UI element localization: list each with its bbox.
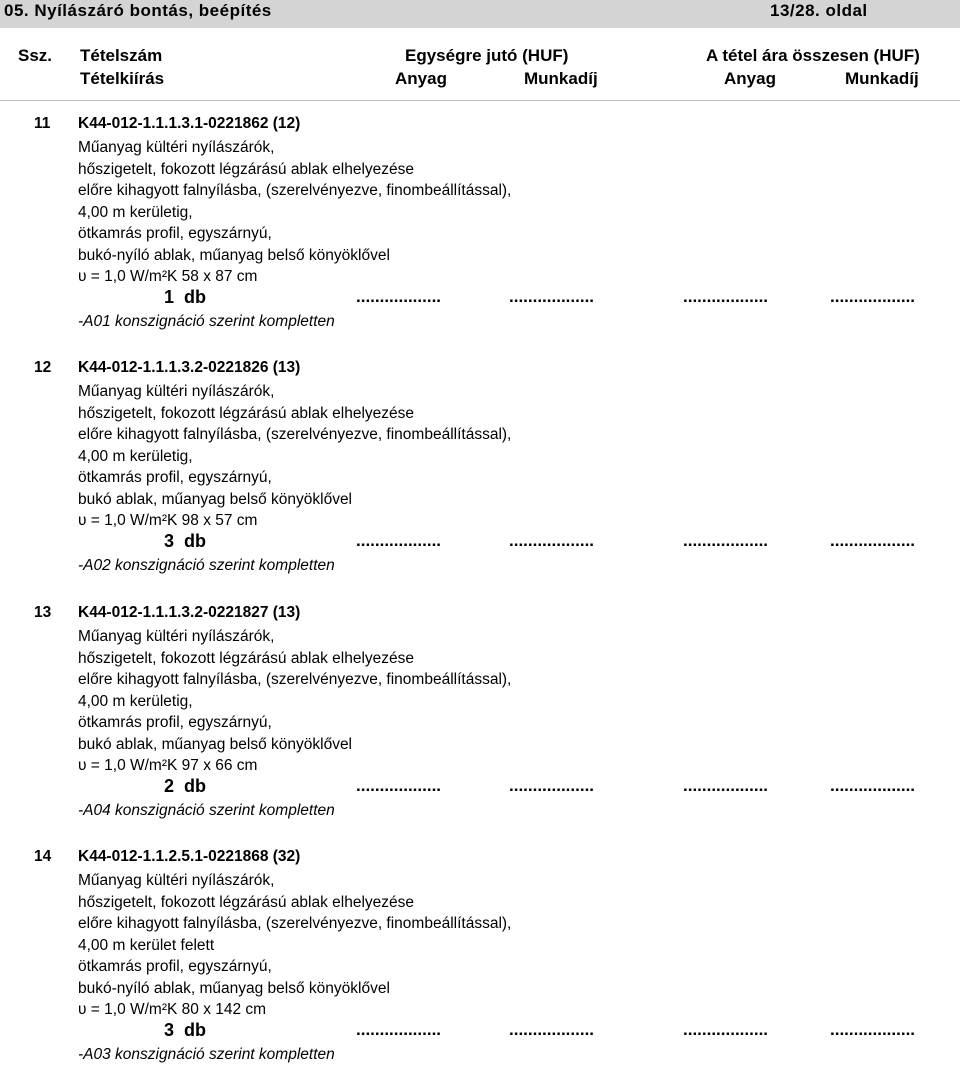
item-note: -A01 konszignáció szerint kompletten <box>78 313 335 330</box>
item-number: 13 <box>34 604 52 621</box>
description-line: 4,00 m kerület felett <box>78 936 215 954</box>
quantity-row <box>0 1020 960 1044</box>
item-description <box>78 870 511 1021</box>
description-line: hőszigetelt, fokozott légzárású ablak elhelyezése <box>78 893 415 911</box>
description-line: hőszigetelt, fokozott légzárású ablak elhelyezése <box>78 649 415 667</box>
price-munkadij-unit-field[interactable]: .................. <box>509 287 595 306</box>
col-tetelszam: Tételszám <box>80 46 163 65</box>
item-description <box>78 381 511 532</box>
description-line: ötkamrás profil, egyszárnyú, <box>78 469 272 486</box>
col-egysegre: Egységre jutó (HUF) <box>405 46 569 65</box>
section-title: 05. Nyílászáró bontás, beépítés <box>4 1 272 20</box>
description-line: előre kihagyott falnyílásba, (szerelvényezve, finombeállítással), <box>78 426 512 443</box>
description-line: υ = 1,0 W/m²K 97 x 66 cm <box>78 757 258 774</box>
price-munkadij-unit-field[interactable]: .................. <box>509 1020 595 1039</box>
description-line: υ = 1,0 W/m²K 80 x 142 cm <box>78 1001 267 1018</box>
col-anyag-unit: Anyag <box>395 69 447 88</box>
item-description <box>78 626 511 777</box>
item-quantity: 3 db <box>164 1020 207 1040</box>
price-munkadij-total-field[interactable]: .................. <box>830 776 916 795</box>
price-munkadij-unit-field[interactable]: .................. <box>509 776 595 795</box>
description-line: bukó ablak, műanyag belső könyöklővel <box>78 490 353 508</box>
item-description <box>78 137 511 288</box>
item-note: -A04 konszignáció szerint kompletten <box>78 802 335 819</box>
item-code: K44-012-1.1.1.3.2-0221827 (13) <box>78 604 301 621</box>
header-divider <box>0 100 960 101</box>
page-number: 13/28. oldal <box>770 1 868 20</box>
item-number: 14 <box>34 848 52 865</box>
price-munkadij-total-field[interactable]: .................. <box>830 1020 916 1039</box>
description-line: hőszigetelt, fokozott légzárású ablak elhelyezése <box>78 160 415 178</box>
quantity-row <box>0 531 960 555</box>
item-code: K44-012-1.1.1.3.2-0221826 (13) <box>78 359 301 376</box>
col-munkadij-unit: Munkadíj <box>524 69 598 88</box>
description-line: υ = 1,0 W/m²K 58 x 87 cm <box>78 268 258 285</box>
col-munkadij-total: Munkadíj <box>845 69 919 88</box>
description-line: Műanyag kültéri nyílászárók, <box>78 139 275 156</box>
item-note: -A03 konszignáció szerint kompletten <box>78 1046 335 1063</box>
description-line: bukó-nyíló ablak, műanyag belső könyöklővel <box>78 979 390 997</box>
price-munkadij-total-field[interactable]: .................. <box>830 287 916 306</box>
price-anyag-total-field[interactable]: .................. <box>683 776 769 795</box>
item-note: -A02 konszignáció szerint kompletten <box>78 557 335 574</box>
price-anyag-unit-field[interactable]: .................. <box>356 776 442 795</box>
item-number: 11 <box>34 115 51 132</box>
col-tetelkiiras: Tételkiírás <box>80 69 165 88</box>
quantity-row <box>0 776 960 800</box>
page-header-bar <box>0 0 960 28</box>
price-anyag-total-field[interactable]: .................. <box>683 531 769 550</box>
description-line: 4,00 m kerületig, <box>78 203 193 221</box>
col-ssz: Ssz. <box>18 46 53 65</box>
description-line: bukó ablak, műanyag belső könyöklővel <box>78 735 353 753</box>
description-line: ötkamrás profil, egyszárnyú, <box>78 225 272 242</box>
description-line: Műanyag kültéri nyílászárók, <box>78 628 275 645</box>
price-munkadij-total-field[interactable]: .................. <box>830 531 916 550</box>
description-line: ötkamrás profil, egyszárnyú, <box>78 714 272 731</box>
item-code: K44-012-1.1.2.5.1-0221868 (32) <box>78 848 301 865</box>
price-anyag-unit-field[interactable]: .................. <box>356 1020 442 1039</box>
col-anyag-total: Anyag <box>724 69 776 88</box>
price-anyag-total-field[interactable]: .................. <box>683 1020 769 1039</box>
description-line: υ = 1,0 W/m²K 98 x 57 cm <box>78 512 258 529</box>
item-quantity: 1 db <box>164 287 207 307</box>
price-munkadij-unit-field[interactable]: .................. <box>509 531 595 550</box>
description-line: ötkamrás profil, egyszárnyú, <box>78 958 272 975</box>
item-quantity: 2 db <box>164 776 207 796</box>
item-number: 12 <box>34 359 52 376</box>
description-line: 4,00 m kerületig, <box>78 692 193 710</box>
description-line: Műanyag kültéri nyílászárók, <box>78 872 275 889</box>
price-anyag-total-field[interactable]: .................. <box>683 287 769 306</box>
description-line: 4,00 m kerületig, <box>78 447 193 465</box>
description-line: bukó-nyíló ablak, műanyag belső könyöklővel <box>78 246 390 264</box>
price-anyag-unit-field[interactable]: .................. <box>356 531 442 550</box>
description-line: Műanyag kültéri nyílászárók, <box>78 383 275 400</box>
description-line: előre kihagyott falnyílásba, (szerelvényezve, finombeállítással), <box>78 915 512 932</box>
description-line: előre kihagyott falnyílásba, (szerelvényezve, finombeállítással), <box>78 671 512 688</box>
description-line: hőszigetelt, fokozott légzárású ablak elhelyezése <box>78 404 415 422</box>
price-anyag-unit-field[interactable]: .................. <box>356 287 442 306</box>
description-line: előre kihagyott falnyílásba, (szerelvényezve, finombeállítással), <box>78 182 512 199</box>
quantity-row <box>0 287 960 311</box>
item-code: K44-012-1.1.1.3.1-0221862 (12) <box>78 115 301 132</box>
item-quantity: 3 db <box>164 531 207 551</box>
col-tetel-ara: A tétel ára összesen (HUF) <box>706 46 920 65</box>
